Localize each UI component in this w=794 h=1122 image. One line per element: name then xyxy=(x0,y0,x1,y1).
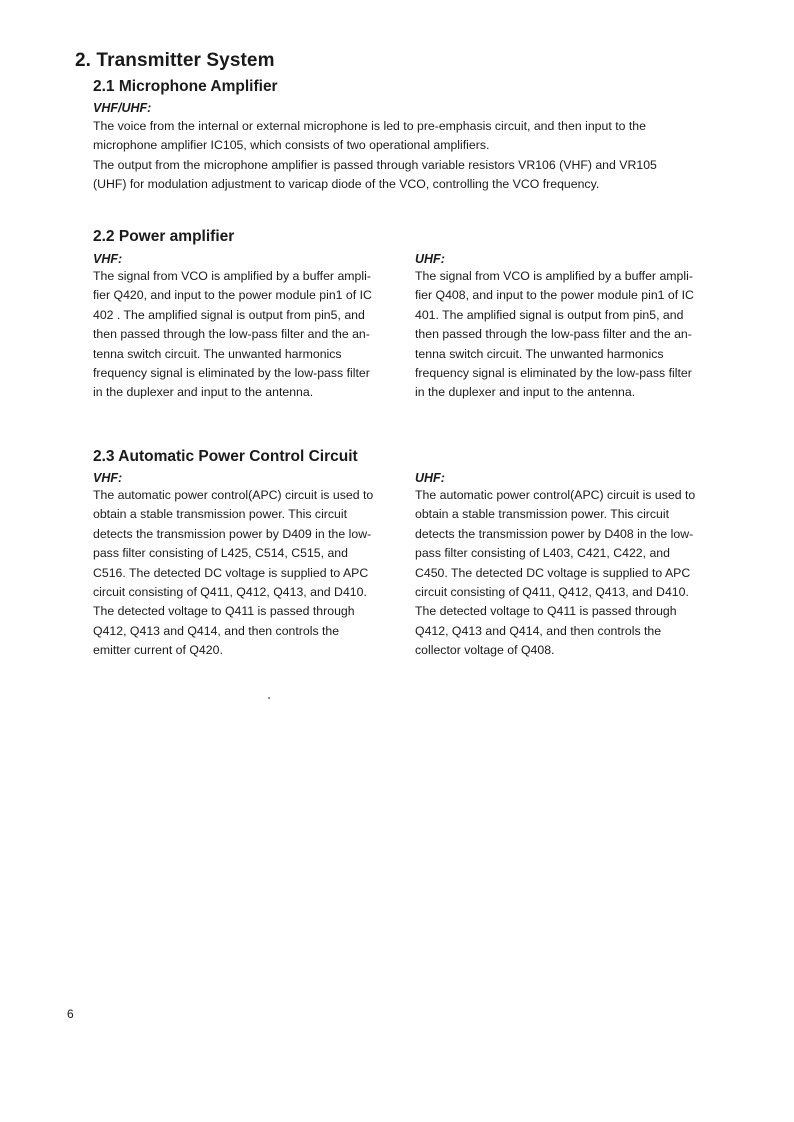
text-line: microphone amplifier IC105, which consists of two operational amplifiers. xyxy=(93,138,490,153)
text-line: C516. The detected DC voltage is supplied to APC xyxy=(93,565,369,580)
text-line: C450. The detected DC voltage is supplied to APC xyxy=(415,565,691,580)
band-label-uhf: UHF: xyxy=(415,252,445,266)
text-line: 401. The amplified signal is output from pin5, and xyxy=(415,307,684,322)
text-line: detects the transmission power by D408 in the low- xyxy=(415,526,694,541)
text-line: Q412, Q413 and Q414, and then controls the xyxy=(93,623,340,638)
text-line: The automatic power control(APC) circuit is used to xyxy=(93,488,374,502)
page-number: 6 xyxy=(67,1007,74,1021)
band-label-uhf: UHF: xyxy=(415,471,445,485)
text-line: fier Q420, and input to the power module pin1 of IC xyxy=(93,288,372,303)
text-line: detects the transmission power by D409 in the low- xyxy=(93,526,372,541)
text-line: obtain a stable transmission power. This circuit xyxy=(415,507,670,522)
text-line: frequency signal is eliminated by the low-pass filter xyxy=(93,366,370,381)
paragraph-microphone-amplifier xyxy=(93,117,657,195)
text-line: pass filter consisting of L403, C421, C422, and xyxy=(415,546,670,561)
text-line: The signal from VCO is amplified by a buffer ampli- xyxy=(415,269,693,283)
heading-microphone-amplifier: 2.1 Microphone Amplifier xyxy=(93,78,278,95)
paragraph-power-amplifier-uhf xyxy=(415,267,694,403)
section-title: 2. Transmitter System xyxy=(75,50,275,71)
text-line: The detected voltage to Q411 is passed through xyxy=(415,604,677,619)
text-line: (UHF) for modulation adjustment to varicap diode of the VCO, controlling the VCO frequency. xyxy=(93,177,600,192)
heading-apc-circuit: 2.3 Automatic Power Control Circuit xyxy=(93,448,358,465)
text-line: The voice from the internal or external microphone is led to pre-emphasis circuit, and then input to the xyxy=(93,119,646,133)
text-line: The detected voltage to Q411 is passed through xyxy=(93,604,355,619)
band-label-vhf-uhf: VHF/UHF: xyxy=(93,101,152,115)
text-line: in the duplexer and input to the antenna. xyxy=(415,385,636,400)
text-line: 402 . The amplified signal is output from pin5, and xyxy=(93,307,365,322)
scan-speck xyxy=(268,697,270,699)
heading-power-amplifier: 2.2 Power amplifier xyxy=(93,228,235,245)
text-line: then passed through the low-pass filter and the an- xyxy=(93,327,370,342)
text-line: circuit consisting of Q411, Q412, Q413, and D410. xyxy=(415,585,689,600)
text-line: circuit consisting of Q411, Q412, Q413, and D410. xyxy=(93,585,367,600)
text-line: The signal from VCO is amplified by a buffer ampli- xyxy=(93,269,371,283)
text-line: tenna switch circuit. The unwanted harmonics xyxy=(415,346,664,361)
text-line: The output from the microphone amplifier is passed through variable resistors VR106 (VHF) and VR105 xyxy=(93,157,657,172)
text-line: tenna switch circuit. The unwanted harmonics xyxy=(93,346,342,361)
paragraph-power-amplifier-vhf xyxy=(93,267,372,403)
band-label-vhf: VHF: xyxy=(93,471,123,485)
paragraph-apc-vhf xyxy=(93,486,373,661)
text-line: frequency signal is eliminated by the low-pass filter xyxy=(415,366,692,381)
text-line: Q412, Q413 and Q414, and then controls the xyxy=(415,623,662,638)
text-line: fier Q408, and input to the power module pin1 of IC xyxy=(415,288,694,303)
text-line: in the duplexer and input to the antenna. xyxy=(93,385,314,400)
text-line: collector voltage of Q408. xyxy=(415,643,555,658)
text-line: then passed through the low-pass filter and the an- xyxy=(415,327,692,342)
text-line: emitter current of Q420. xyxy=(93,643,223,658)
band-label-vhf: VHF: xyxy=(93,252,123,266)
text-line: The automatic power control(APC) circuit is used to xyxy=(415,488,696,502)
text-line: pass filter consisting of L425, C514, C515, and xyxy=(93,546,348,561)
paragraph-apc-uhf xyxy=(415,486,695,661)
text-line: obtain a stable transmission power. This circuit xyxy=(93,507,348,522)
